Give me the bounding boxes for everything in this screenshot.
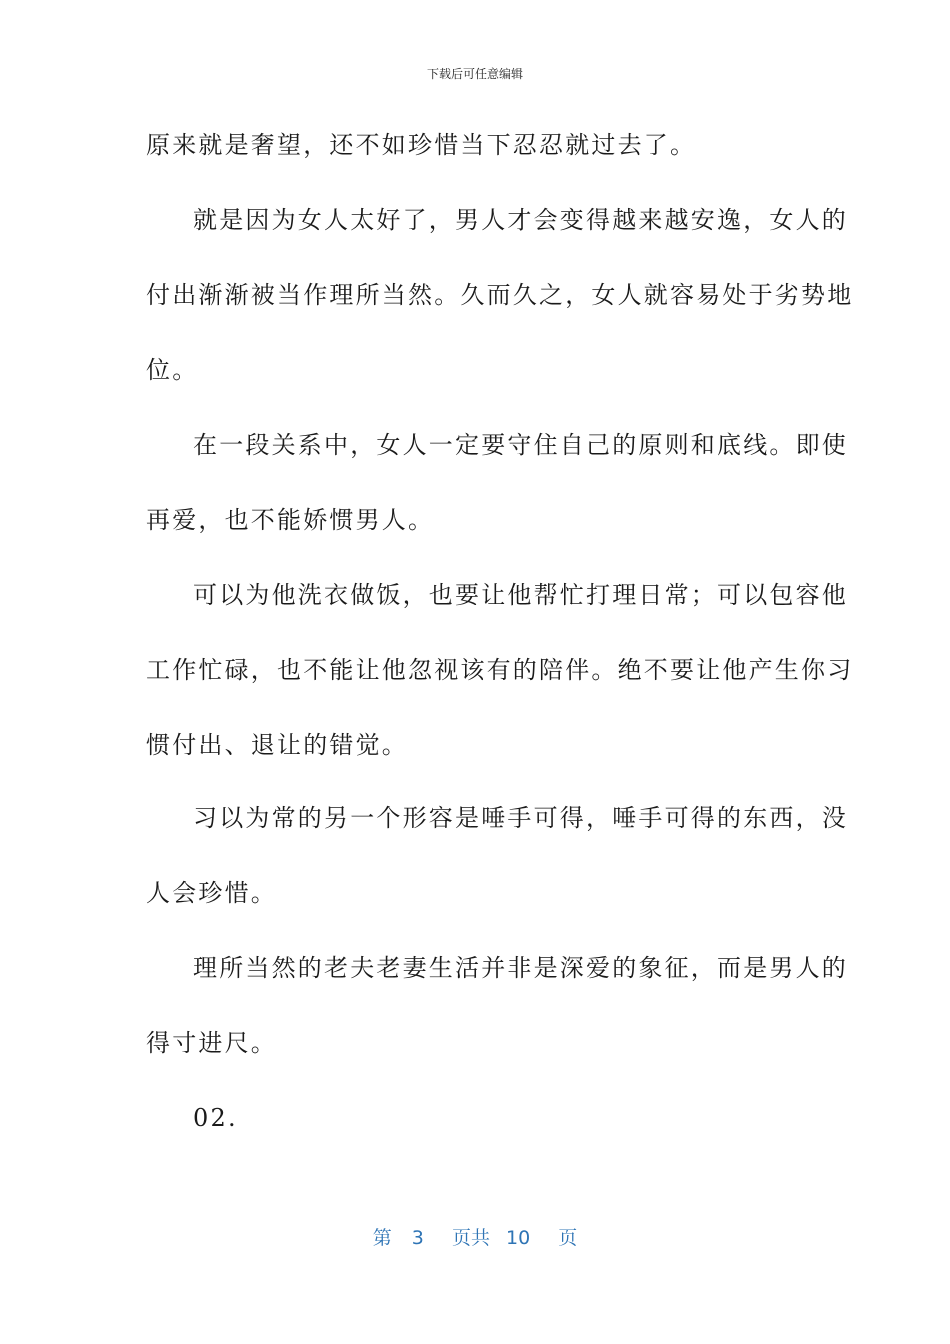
total-page-count: 10 <box>506 1227 531 1249</box>
text-line: 理所当然的老夫老妻生活并非是深爱的象征，而是男人的 <box>193 954 848 982</box>
text-line: 付出渐渐被当作理所当然。久而久之，女人就容易处于劣势地 <box>146 281 854 309</box>
page-label-prefix: 第 <box>372 1227 392 1249</box>
text-line: 就是因为女人太好了，男人才会变得越来越安逸，女人的 <box>193 206 848 234</box>
text-line: 位。 <box>146 356 199 384</box>
page-label-suffix: 页 <box>558 1227 578 1249</box>
text-line: 习以为常的另一个形容是唾手可得，唾手可得的东西，没 <box>193 804 848 832</box>
text-line: 工作忙碌，也不能让他忽视该有的陪伴。绝不要让他产生你习 <box>146 656 854 684</box>
page-header: 下载后可任意编辑 <box>426 67 523 81</box>
current-page-number: 3 <box>411 1227 424 1249</box>
page-footer <box>0 1226 950 1250</box>
section-number: 02. <box>193 1104 238 1132</box>
text-line: 可以为他洗衣做饭，也要让他帮忙打理日常；可以包容他 <box>193 581 848 609</box>
text-line: 原来就是奢望，还不如珍惜当下忍忍就过去了。 <box>146 131 697 159</box>
text-line: 在一段关系中，女人一定要守住自己的原则和底线。即使 <box>193 431 848 459</box>
page-label-middle: 页共 <box>451 1227 490 1249</box>
text-line: 再爱，也不能娇惯男人。 <box>146 506 435 534</box>
text-line: 人会珍惜。 <box>146 879 277 907</box>
text-line: 得寸进尺。 <box>146 1029 277 1057</box>
text-line: 惯付出、退让的错觉。 <box>146 731 408 759</box>
